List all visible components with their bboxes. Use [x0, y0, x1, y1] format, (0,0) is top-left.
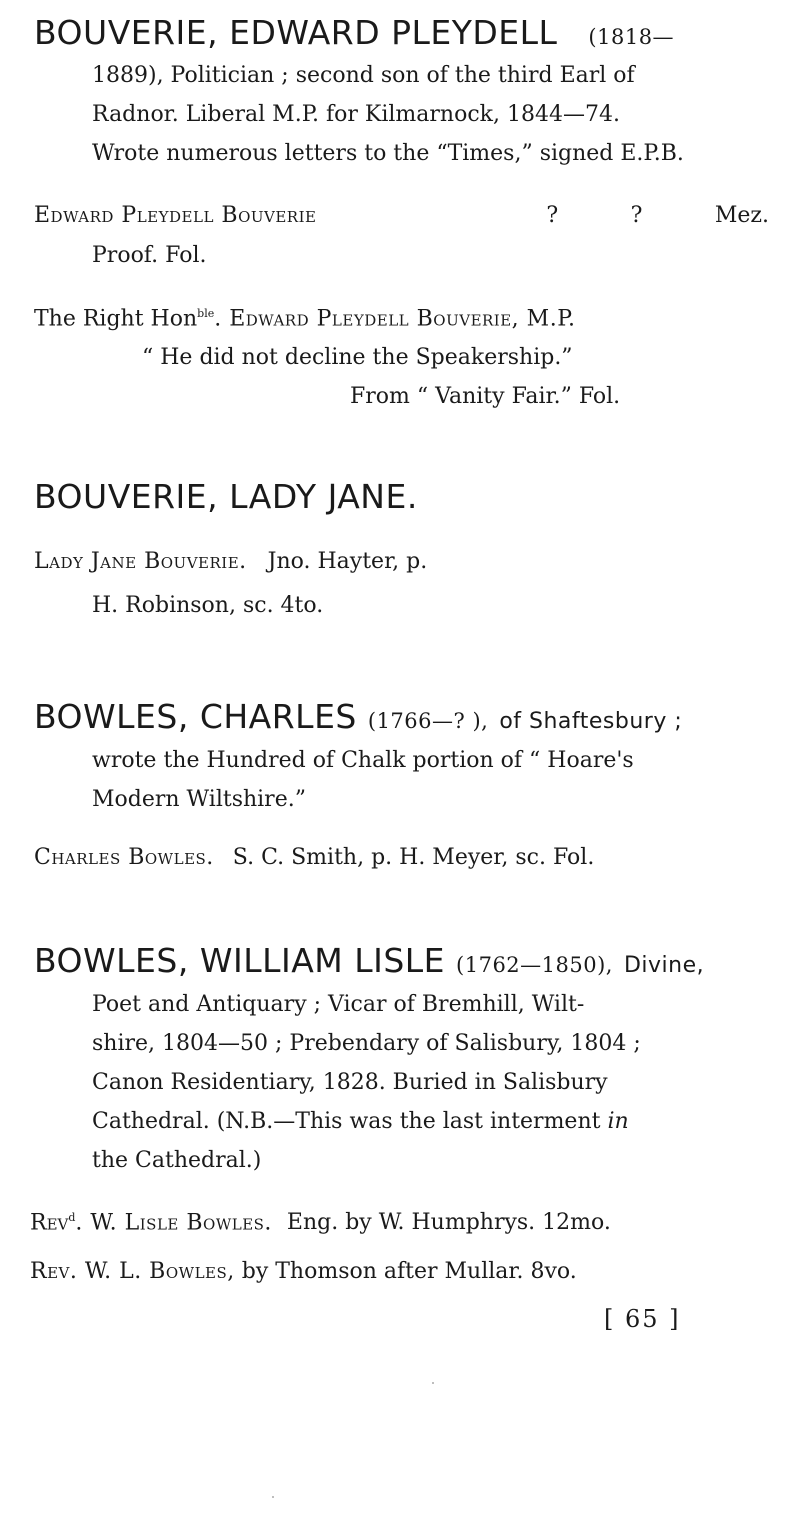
- portrait-entry: [34, 294, 769, 416]
- portrait-sitter: Charles Bowles.: [34, 845, 214, 870]
- bio-line: [92, 1102, 769, 1141]
- bio-line: Wrote numerous letters to the “Times,” signed E.P.B.: [92, 141, 684, 166]
- portrait-source: From “ Vanity Fair.” Fol.: [350, 384, 621, 410]
- entry-william-lisle-bowles: [34, 942, 769, 1180]
- entry-edward-pleydell-bouverie: [34, 14, 769, 173]
- entry-bio: [34, 56, 769, 173]
- entry-heading: [34, 478, 418, 516]
- scan-speck: [272, 1496, 274, 1498]
- bio-line: Radnor. Liberal M.P. for Kilmarnock, 1844—74.: [92, 102, 620, 127]
- portrait-query-2: ?: [630, 203, 643, 228]
- bio-line: Modern Wiltshire.”: [92, 787, 306, 812]
- page-number: [ 65 ]: [604, 1305, 681, 1333]
- entry-name: BOWLES, CHARLES: [34, 697, 357, 736]
- bio-line: wrote the Hundred of Chalk portion of “ Hoare's: [92, 748, 634, 773]
- portrait-superscript: ble: [197, 307, 215, 320]
- portrait-prefix: Rev: [30, 1210, 69, 1236]
- portrait-details: Proof. Fol.: [92, 243, 207, 268]
- entry-dates: (1766—? ),: [367, 709, 489, 733]
- scan-speck: [432, 1382, 434, 1384]
- portrait-sitter: . W. Lisle Bowles.: [75, 1210, 272, 1236]
- bio-line: the Cathedral.): [92, 1148, 262, 1173]
- entry-name: BOWLES, WILLIAM LISLE: [34, 941, 446, 980]
- portrait-details: by Thomson after Mullar. 8vo.: [241, 1259, 577, 1284]
- portrait-sitter: Rev. W. L. Bowles,: [30, 1259, 235, 1284]
- portrait-sitter: . Edward Pleydell Bouverie, M.P.: [214, 306, 576, 332]
- entry-heading: [34, 698, 769, 741]
- bio-line: shire, 1804—50 ; Prebendary of Salisbury, 1804 ;: [92, 1031, 641, 1056]
- portrait-painter: Jno. Hayter, p.: [267, 549, 428, 574]
- bio-line-text: Cathedral. (N.B.—This was the last interment: [92, 1109, 601, 1134]
- portrait-details: Eng. by W. Humphrys. 12mo.: [286, 1210, 611, 1236]
- bio-line: Poet and Antiquary ; Vicar of Bremhill, Wilt-: [92, 992, 585, 1017]
- portrait-query-1: ?: [546, 203, 559, 228]
- portrait-quote: “ He did not decline the Speakership.”: [142, 345, 573, 371]
- portrait-entry: [34, 838, 769, 878]
- bio-line: Canon Residentiary, 1828. Buried in Salisbury: [92, 1070, 608, 1095]
- entry-heading: [34, 942, 769, 985]
- entry-name: BOUVERIE, LADY JANE.: [34, 477, 418, 516]
- portrait-superscript: d: [68, 1211, 76, 1224]
- bio-italic-word: in: [607, 1109, 629, 1134]
- portrait-entry: [34, 196, 769, 276]
- entry-dates: (1818—: [588, 25, 675, 49]
- entry-dates: (1762—1850),: [456, 953, 613, 977]
- bio-first-rest: Divine,: [623, 953, 705, 978]
- entry-charles-bowles: [34, 698, 769, 819]
- portrait-details: H. Robinson, sc. 4to.: [92, 593, 324, 618]
- entry-bio: [34, 741, 769, 819]
- entry-bio: [34, 985, 769, 1180]
- entry-heading: [34, 14, 769, 56]
- portrait-entry: [30, 1198, 770, 1243]
- portrait-medium: Mez.: [714, 203, 769, 228]
- portrait-sitter: Edward Pleydell Bouverie: [34, 203, 317, 228]
- portrait-sitter: Lady Jane Bouverie.: [34, 549, 247, 574]
- entry-name: BOUVERIE, EDWARD PLEYDELL: [34, 13, 558, 52]
- bio-line: 1889), Politician ; second son of the third Earl of: [92, 63, 635, 88]
- portrait-entry: [30, 1252, 770, 1292]
- bio-first-rest: of Shaftesbury ;: [499, 709, 683, 734]
- portrait-details: S. C. Smith, p. H. Meyer, sc. Fol.: [232, 845, 595, 870]
- portrait-prefix: The Right Hon: [34, 306, 198, 332]
- portrait-entry: [34, 540, 769, 628]
